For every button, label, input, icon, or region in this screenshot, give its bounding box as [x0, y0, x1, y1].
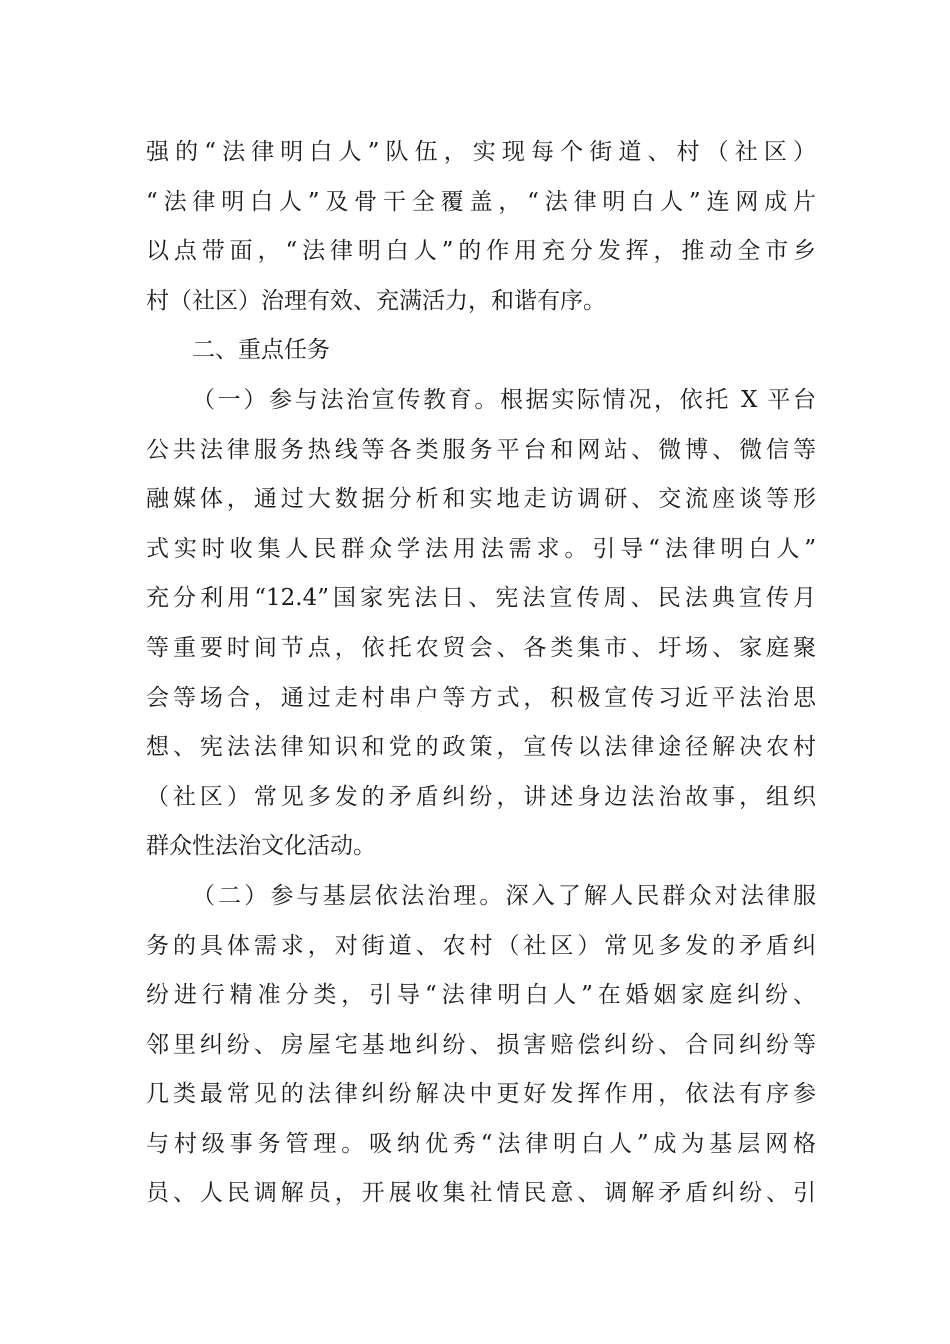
text-line: 想、宪法法律知识和党的政策，宣传以法律途径解决农村 [146, 734, 816, 761]
text-line: 几类最常见的法律纠纷解决中更好发挥作用，依法有序参 [146, 1081, 816, 1108]
text-line: 邻里纠纷、房屋宅基地纠纷、损害赔偿纠纷、合同纠纷等 [146, 1031, 816, 1058]
text-line: 公共法律服务热线等各类服务平台和网站、微博、微信等 [146, 436, 816, 463]
document-body [146, 128, 816, 1219]
text-line: 强的“法律明白人”队伍，实现每个街道、村（社区） [146, 139, 816, 165]
text-line: 员、人民调解员，开展收集社情民意、调解矛盾纠纷、引 [146, 1180, 816, 1207]
text-line: 务的具体需求，对街道、农村（社区）常见多发的矛盾纠 [146, 932, 816, 959]
text-line: 与村级事务管理。吸纳优秀“法律明白人”成为基层网格 [146, 1130, 816, 1157]
text-line: （社区）常见多发的矛盾纠纷，讲述身边法治故事，组织 [146, 783, 816, 810]
text-line: （一）参与法治宣传教育。根据实际情况，依托 X 平台 [192, 386, 816, 413]
text-line: 纷进行精准分类，引导“法律明白人”在婚姻家庭纠纷、 [146, 982, 816, 1009]
text-line: （二）参与基层依法治理。深入了解人民群众对法律服 [192, 882, 816, 909]
text-line: “法律明白人”及骨干全覆盖，“法律明白人”连网成片 [146, 188, 816, 215]
text-line: 会等场合，通过走村串户等方式，积极宣传习近平法治思 [146, 684, 816, 711]
text-line: 充分利用“12.4”国家宪法日、宪法宣传周、民法典宣传月 [146, 585, 816, 612]
text-line: 二、重点任务 [192, 337, 330, 364]
text-line: 等重要时间节点，依托农贸会、各类集市、圩场、家庭聚 [146, 634, 816, 661]
text-line: 式实时收集人民群众学法用法需求。引导“法律明白人” [146, 535, 816, 562]
text-line: 村（社区）治理有效、充满活力，和谐有序。 [146, 287, 606, 314]
text-line: 群众性法治文化活动。 [146, 833, 376, 860]
text-line: 以点带面，“法律明白人”的作用充分发挥，推动全市乡 [146, 238, 816, 265]
text-line: 融媒体，通过大数据分析和实地走访调研、交流座谈等形 [146, 486, 816, 513]
